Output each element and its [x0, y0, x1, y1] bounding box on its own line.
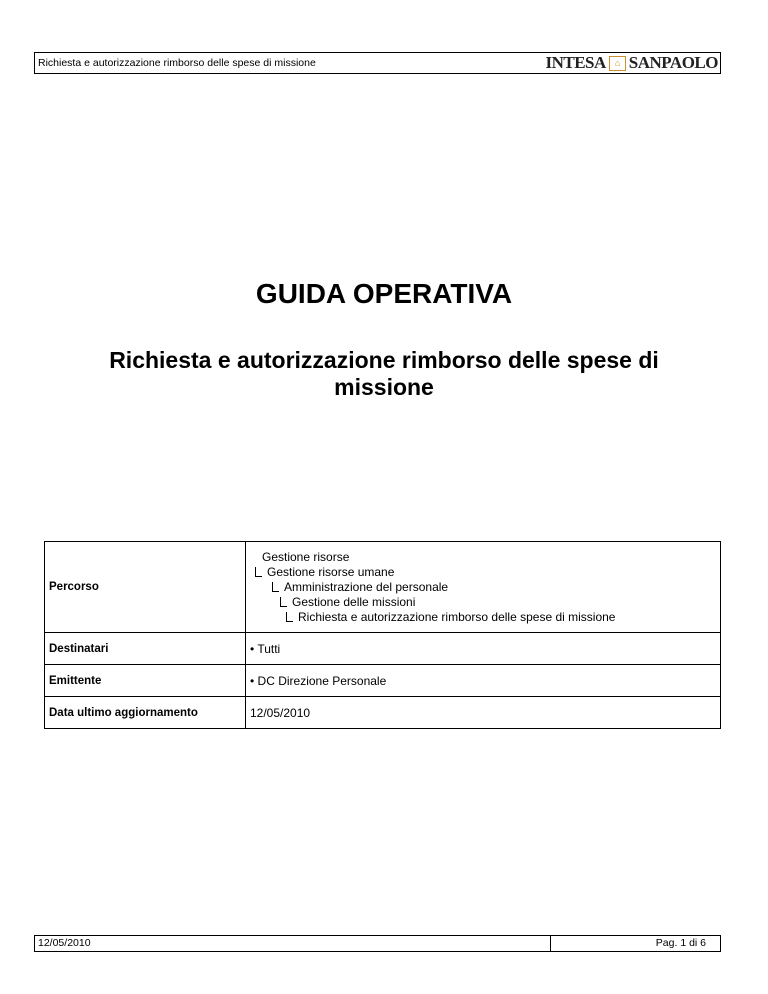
path-level-5-text: Richiesta e autorizzazione rimborso delle spese di missione: [298, 609, 616, 624]
table-row-destinatari: [45, 633, 721, 665]
path-level-2-text: Gestione risorse umane: [267, 564, 395, 579]
logo-text-right: SANPAOLO: [628, 53, 718, 72]
destinatari-value: • Tutti: [246, 633, 721, 665]
emittente-value: • DC Direzione Personale: [246, 665, 721, 697]
path-level-2: [250, 565, 720, 580]
percorso-label: Percorso: [45, 542, 246, 633]
header-title: Richiesta e autorizzazione rimborso delle spese di missione: [38, 57, 316, 69]
logo-text-left: INTESA: [545, 53, 606, 72]
path-level-4-text: Gestione delle missioni: [292, 594, 416, 609]
emittente-label: Emittente: [45, 665, 246, 697]
tree-corner-icon: [272, 582, 279, 592]
document-info-table: [44, 541, 721, 729]
path-level-1: Gestione risorse: [262, 549, 350, 564]
path-level-5: [250, 610, 720, 625]
tree-corner-icon: [280, 597, 287, 607]
table-row-data: [45, 697, 721, 729]
tree-corner-icon: [255, 567, 262, 577]
path-level-4: [250, 595, 720, 610]
table-row-percorso: [45, 542, 721, 633]
percorso-path: [246, 542, 721, 633]
document-title: GUIDA OPERATIVA: [255, 278, 513, 309]
logo-emblem-icon: ⌂: [609, 56, 626, 71]
page-header: [34, 52, 721, 74]
destinatari-label: Destinatari: [45, 633, 246, 665]
path-level-3-text: Amministrazione del personale: [284, 579, 449, 594]
page-number: Pag. 1 di 6: [655, 937, 706, 949]
page-footer: [34, 935, 721, 952]
data-label: Data ultimo aggiornamento: [45, 697, 246, 729]
tree-corner-icon: [286, 612, 293, 622]
data-value: 12/05/2010: [246, 697, 721, 729]
intesa-sanpaolo-logo: [545, 54, 718, 72]
document-subtitle: Richiesta e autorizzazione rimborso delle spese di missione: [109, 347, 659, 400]
footer-divider: [550, 936, 551, 951]
path-level-3: [250, 580, 720, 595]
footer-date: 12/05/2010: [38, 937, 91, 949]
table-row-emittente: [45, 665, 721, 697]
